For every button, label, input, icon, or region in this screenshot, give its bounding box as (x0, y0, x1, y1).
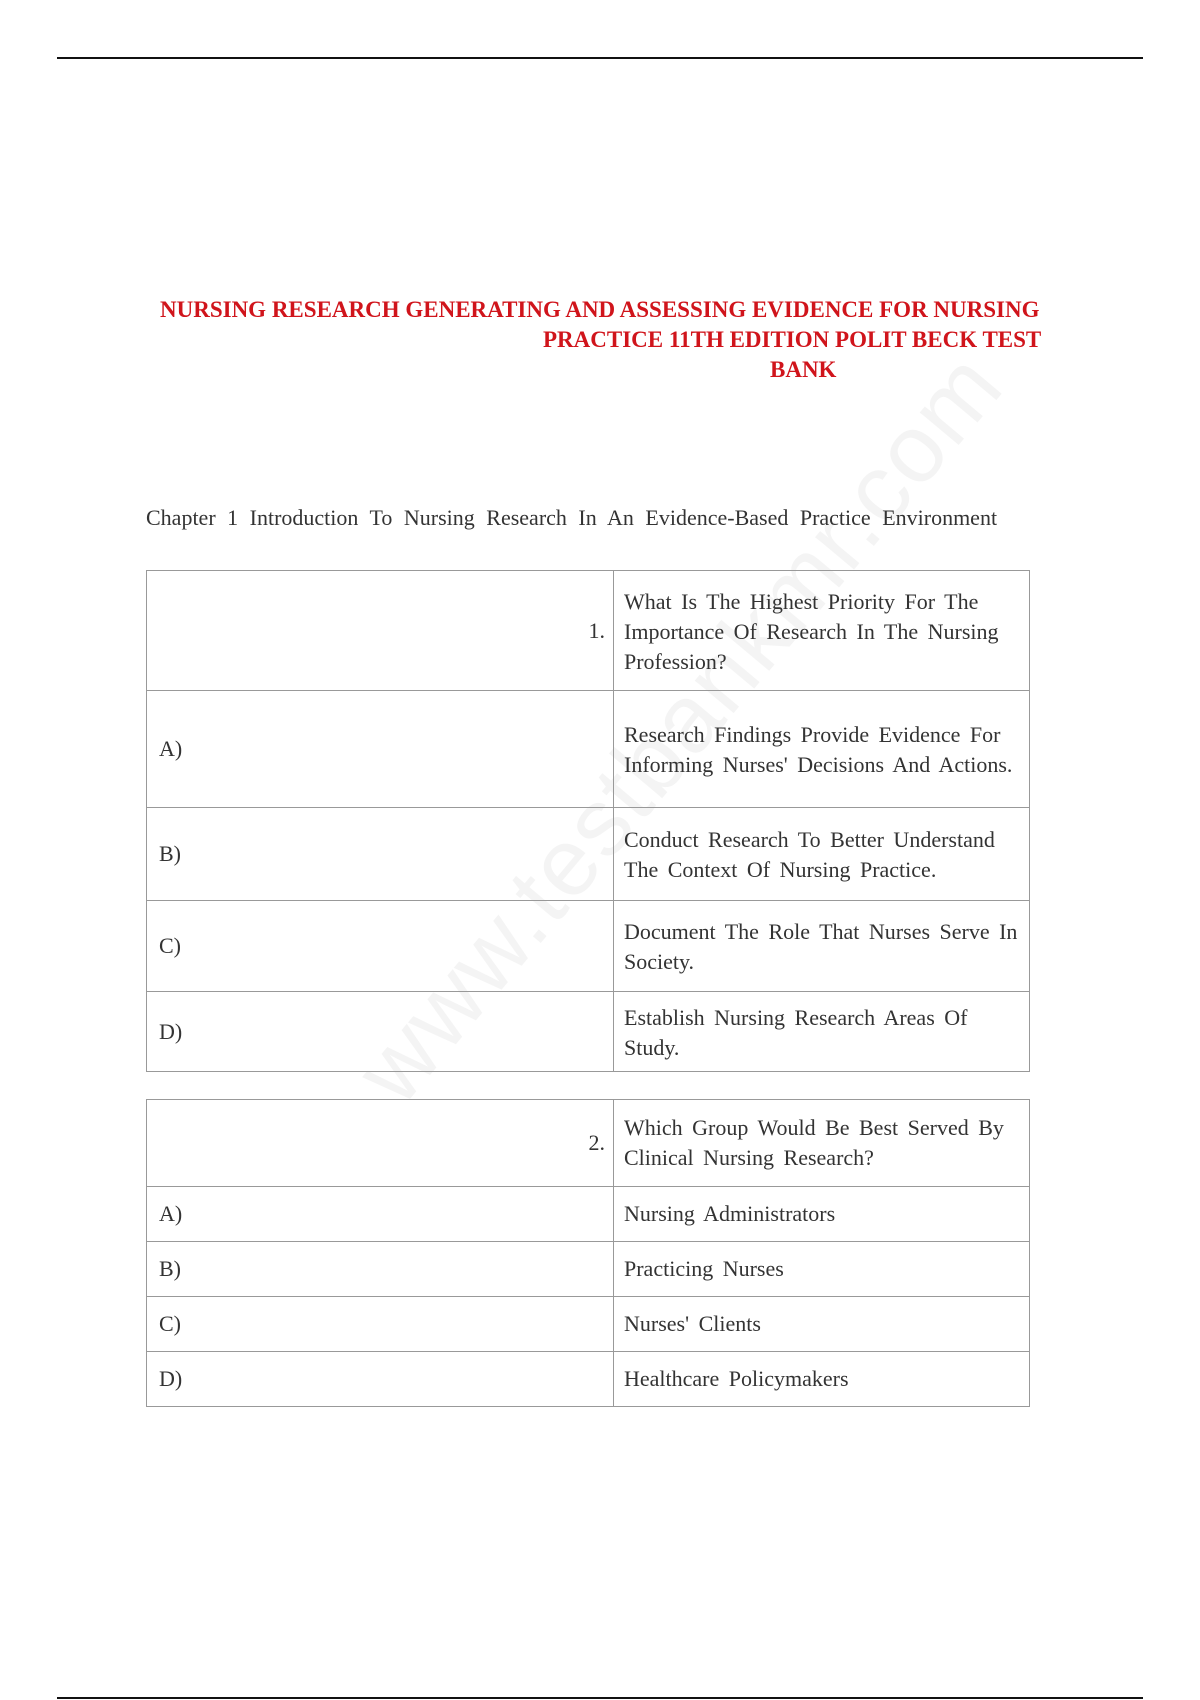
question-number: 1. (147, 571, 614, 691)
option-text: Conduct Research To Better Understand The Context Of Nursing Practice. (614, 808, 1030, 901)
option-row (147, 808, 1030, 901)
option-label: D) (147, 1352, 614, 1407)
option-row (147, 691, 1030, 808)
option-text: Research Findings Provide Evidence For Informing Nurses' Decisions And Actions. (614, 691, 1030, 808)
document-title (160, 295, 1100, 385)
option-text: Document The Role That Nurses Serve In Society. (614, 901, 1030, 992)
option-row (147, 1242, 1030, 1297)
footer-rule (57, 1697, 1143, 1699)
option-text: Nurses' Clients (614, 1297, 1030, 1352)
option-row (147, 992, 1030, 1072)
option-label: C) (147, 901, 614, 992)
title-line-2: PRACTICE 11TH EDITION POLIT BECK TEST (543, 327, 1042, 352)
question-text: What Is The Highest Priority For The Importance Of Research In The Nursing Profession? (614, 571, 1030, 691)
question-text: Which Group Would Be Best Served By Clinical Nursing Research? (614, 1100, 1030, 1187)
option-text: Establish Nursing Research Areas Of Study. (614, 992, 1030, 1072)
option-label: D) (147, 992, 614, 1072)
option-text: Healthcare Policymakers (614, 1352, 1030, 1407)
question-number: 2. (147, 1100, 614, 1187)
option-row (147, 1187, 1030, 1242)
option-label: A) (147, 1187, 614, 1242)
option-label: B) (147, 1242, 614, 1297)
question-row (147, 1100, 1030, 1187)
option-label: B) (147, 808, 614, 901)
option-label: A) (147, 691, 614, 808)
option-text: Practicing Nurses (614, 1242, 1030, 1297)
option-row (147, 1352, 1030, 1407)
question-row (147, 571, 1030, 691)
option-row (147, 901, 1030, 992)
chapter-heading: Chapter 1 Introduction To Nursing Research In An Evidence-Based Practice Environment (146, 505, 998, 530)
header-rule (57, 57, 1143, 59)
option-text: Nursing Administrators (614, 1187, 1030, 1242)
option-row (147, 1297, 1030, 1352)
question-table-2 (146, 1099, 1030, 1407)
title-line-1: NURSING RESEARCH GENERATING AND ASSESSING EVIDENCE FOR NURSING (160, 297, 1040, 322)
option-label: C) (147, 1297, 614, 1352)
question-table-1 (146, 570, 1030, 1072)
title-line-3: BANK (770, 357, 837, 382)
